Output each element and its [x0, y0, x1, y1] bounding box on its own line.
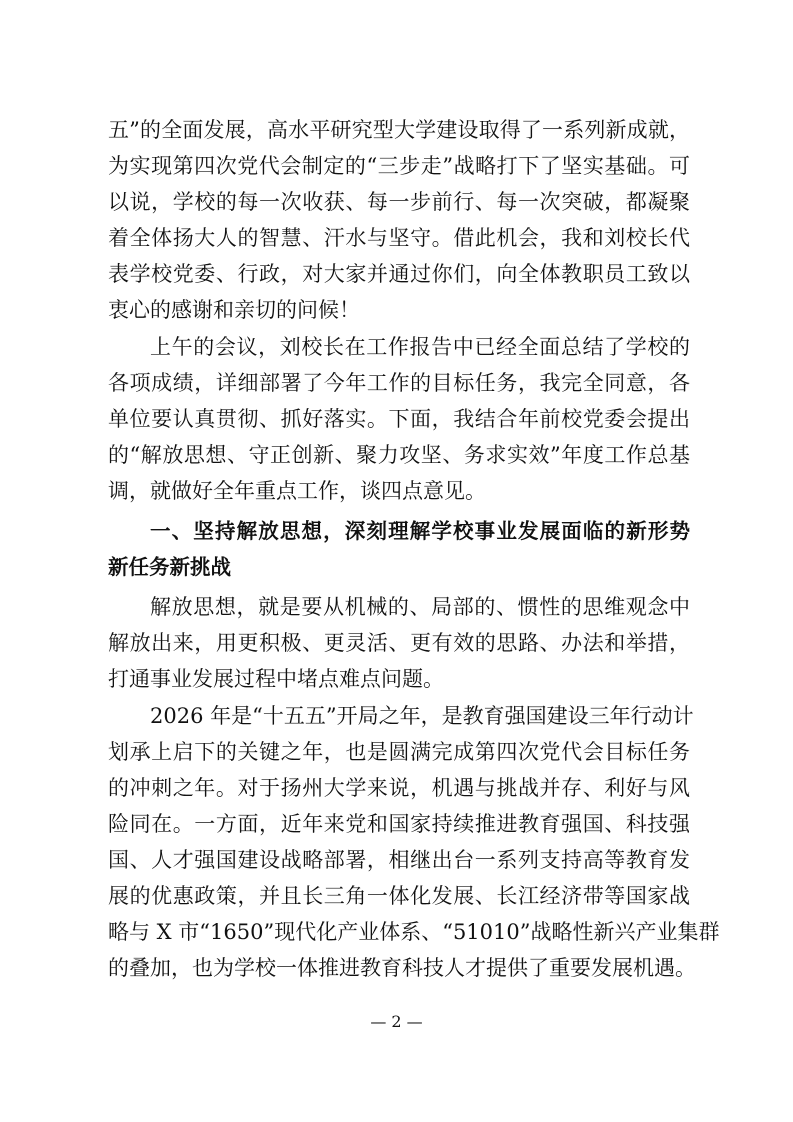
text-line: 略与 X 市“1650”现代化产业体系、“51010”战略性新兴产业集群 [108, 920, 720, 944]
section-heading: 一、坚持解放思想，深刻理解学校事业发展面临的新形势 [150, 519, 690, 543]
text-line: 的叠加，也为学校一体推进教育科技人才提供了重要发展机遇。 [108, 956, 696, 980]
text-line: 表学校党委、行政，对大家并通过你们，向全体教职员工致以 [108, 262, 690, 286]
text-line: 以说，学校的每一次收获、每一步前行、每一次突破，都凝聚 [108, 190, 690, 214]
text-line: 单位要认真贯彻、抓好落实。下面，我结合年前校党委会提出 [108, 407, 690, 431]
text-line: 划承上启下的关键之年，也是圆满完成第四次党代会目标任务 [108, 740, 690, 764]
text-line: 国、人才强国建设战略部署，相继出台一系列支持高等教育发 [108, 848, 690, 872]
text-line: 展的优惠政策，并且长三角一体化发展、长江经济带等国家战 [108, 884, 690, 908]
text-line: 2026 年是“十五五”开局之年，是教育强国建设三年行动计 [150, 704, 694, 728]
text-line: 的冲刺之年。对于扬州大学来说，机遇与挑战并存、利好与风 [108, 776, 690, 800]
text-line: 为实现第四次党代会制定的“三步走”战略打下了坚实基础。可 [108, 154, 690, 178]
text-line: 解放出来，用更积极、更灵活、更有效的思路、办法和举措， [108, 631, 690, 655]
text-line: 各项成绩，详细部署了今年工作的目标任务，我完全同意，各 [108, 371, 690, 395]
text-line: 衷心的感谢和亲切的问候！ [108, 298, 360, 322]
section-heading: 新任务新挑战 [108, 555, 231, 579]
text-line: 险同在。一方面，近年来党和国家持续推进教育强国、科技强 [108, 812, 690, 836]
text-line: 打通事业发展过程中堵点难点问题。 [108, 667, 444, 691]
text-line: 五”的全面发展，高水平研究型大学建设取得了一系列新成就， [108, 118, 690, 142]
text-line: 解放思想，就是要从机械的、局部的、惯性的思维观念中 [150, 595, 690, 619]
text-line: 着全体扬大人的智慧、汗水与坚守。借此机会，我和刘校长代 [108, 226, 690, 250]
text-line: 调，就做好全年重点工作，谈四点意见。 [108, 479, 486, 503]
text-line: 上午的会议，刘校长在工作报告中已经全面总结了学校的 [150, 335, 690, 359]
page-number: — 2 — [370, 1012, 423, 1031]
text-line: 的“解放思想、守正创新、聚力攻坚、务求实效”年度工作总基 [108, 443, 690, 467]
